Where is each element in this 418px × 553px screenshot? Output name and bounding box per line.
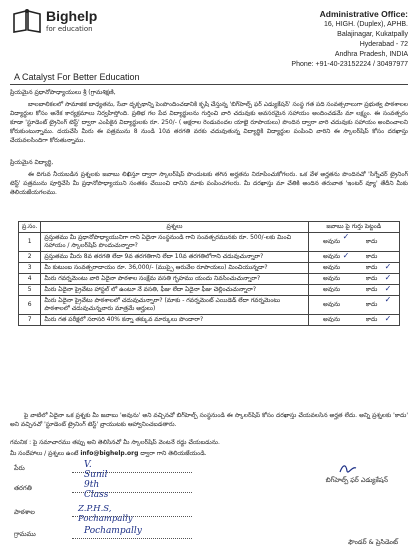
- question-number: 6: [19, 296, 41, 315]
- column-header-number: ప్ర.సం.: [19, 222, 41, 233]
- question-number: 3: [19, 263, 41, 274]
- table-header-row: [19, 222, 400, 233]
- option-yes[interactable]: అవును: [323, 238, 341, 245]
- question-text: ప్రస్తుతము మీ ప్రధానోపాధ్యాయునిగా గాని ఏదైనా సంస్థనుండి గాని సంవత్సరమునకు రూ. 500/-లకు మించి సహాయం / స్కాలర్‌షిప్ పొందుచున్నారా?: [41, 233, 308, 252]
- header-divider: [10, 84, 408, 85]
- check-mark-icon: ✓: [384, 295, 392, 304]
- student-name-row: [14, 460, 108, 480]
- table-row: [19, 274, 400, 285]
- address-line: Andhra Pradesh, INDIA: [334, 51, 408, 58]
- table-row: [19, 315, 400, 326]
- address-line: Hyderabad - 72: [359, 41, 408, 48]
- check-mark-icon: ✓: [384, 262, 392, 271]
- address-line: Balajinagar, Kukatpally: [337, 31, 408, 38]
- eligibility-rows: [19, 233, 400, 326]
- letterhead: [10, 6, 408, 82]
- option-yes[interactable]: అవును: [323, 286, 341, 293]
- option-yes[interactable]: అవును: [323, 253, 341, 260]
- question-text: ప్రస్తుతము మీరు 8వ తరగతి లేదా 9వ తరగతిగాని లేదా 10వ తరగతిలోగాని చదువుచున్నారా?: [41, 252, 308, 263]
- class-label: తరగతి: [14, 484, 32, 492]
- option-yes[interactable]: అవును: [323, 316, 341, 323]
- check-mark-icon: ✓: [342, 251, 350, 260]
- option-no[interactable]: కాదు: [365, 301, 378, 308]
- question-number: 4: [19, 274, 41, 285]
- option-yes[interactable]: అవును: [323, 301, 341, 308]
- column-header-answer: జవాబు పై గుర్తు పెట్టండి: [308, 222, 399, 233]
- check-mark-icon: ✓: [384, 314, 392, 323]
- village-row: [14, 526, 142, 540]
- school-label: పాఠశాల: [14, 508, 35, 516]
- salutation-headmaster: ప్రియమైన ప్రధానోపాధ్యాయులు శ్రీ (గ్రామశిక్షణి,: [10, 89, 116, 96]
- school-value: Z.P.H.S, Pochampally: [78, 504, 133, 524]
- class-value: 9th Class: [84, 480, 109, 500]
- answer-cell[interactable]: [308, 233, 399, 252]
- option-no[interactable]: కాదు: [365, 275, 378, 282]
- question-text: మీరు ఏదైనా ప్రైవేటు పాఠశాలలో చదువుచున్నారా? (మాకు - గవర్నమెంట్ ఎయిడెడ్ లేదా గవర్నమెంటు పాఠశాలలో చదువుచున్నవారు మాత్రమే అర్హులు): [41, 296, 308, 315]
- question-number: 5: [19, 285, 41, 296]
- answer-cell[interactable]: [308, 285, 399, 296]
- option-no[interactable]: కాదు: [365, 253, 378, 260]
- option-yes[interactable]: అవును: [323, 275, 341, 282]
- table-row: [19, 263, 400, 274]
- brand-name: Bighelp: [46, 8, 98, 24]
- answer-cell[interactable]: [308, 274, 399, 285]
- question-text: మీరు గవర్నమెంటు వారి ఏదైనా పాఠశాల సంక్షేమ వసతి గృహము యందు నివసించుచున్నారా?: [41, 274, 308, 285]
- check-mark-icon: ✓: [384, 273, 392, 282]
- question-text: మీరు గత పరీక్షలో సరాసరి 40% కన్నా తక్కువ మార్కులు పొందారా?: [41, 315, 308, 326]
- contact-prefix: మీ సందేహాలు / ప్రశ్నలు ఉంటే: [10, 450, 79, 457]
- brand-subtitle: for education: [46, 25, 93, 33]
- office-address: [291, 8, 408, 70]
- question-number: 2: [19, 252, 41, 263]
- founder-title: ఫౌండర్ & ప్రెసిడెంట్: [348, 538, 398, 546]
- question-number: 1: [19, 233, 41, 252]
- phone-line: Phone: +91-40-23152224 / 30497977: [291, 61, 408, 68]
- question-text: మీ కుటుంబ సంవత్సరాదాయం రూ. 36,000/- (ముప్పై ఆరువేల రూపాయలు) మించియున్నదా?: [41, 263, 308, 274]
- table-row: [19, 296, 400, 315]
- question-number: 7: [19, 315, 41, 326]
- school-row: [14, 504, 133, 524]
- instructions-paragraph: ఈ దిగువ నీయబడిన ప్రశ్నలకు జవాబు లిఖిస్తూ ద్వారా స్కాలర్‌షిప్ పొందుటకు తగిన అర్హతను నిరూపించుకోగలరు. ఒక వేళ అర్హతను పొందినచో 'సిగ్నేచర్ ట్రైనింగ్ టెస్ట్' పత్రమును పూర్తిచేసి మీ ప్రధానోపాధ్యాయుని సంతకం చేయించి దానిని మాకు పంపించగలరు. మీ దరఖాస్తు మా చేతికి అందిన తరువాత 'ఇంటర్ వ్యూ' తేదీని మీకు తెలియజేయగలము.: [10, 171, 408, 196]
- column-header-question: ప్రశ్నలు: [41, 222, 308, 233]
- contact-line: [10, 449, 408, 458]
- address-line: 16, HIGH. (Duplex), APHB.: [323, 21, 408, 28]
- founder-signature-mark: [338, 462, 358, 476]
- class-row: [14, 480, 109, 500]
- village-label: గ్రామము: [14, 530, 36, 538]
- village-value: Pochampally: [84, 526, 142, 536]
- answer-cell[interactable]: [308, 252, 399, 263]
- answer-cell[interactable]: [308, 296, 399, 315]
- option-no[interactable]: కాదు: [365, 286, 378, 293]
- option-no[interactable]: కాదు: [365, 316, 378, 323]
- name-value: V. Sunil: [84, 460, 108, 480]
- contact-email-link[interactable]: info@bighelp.org: [80, 450, 139, 457]
- option-yes[interactable]: అవును: [323, 264, 341, 271]
- warning-note: గమనిక : పై సమాచారము తప్పు అని తెలిసినచో మీ స్కాలర్‌షిప్ వెంటనే రద్దు చేయబడును.: [10, 439, 220, 446]
- book-logo-icon: [12, 8, 42, 34]
- eligibility-table: [18, 221, 400, 326]
- tagline: A Catalyst For Better Education: [14, 72, 140, 82]
- salutation-student: ప్రియమైన విద్యార్థి,: [10, 159, 54, 166]
- option-no[interactable]: కాదు: [365, 264, 378, 271]
- check-mark-icon: ✓: [342, 232, 350, 241]
- name-label: పేరు: [14, 464, 25, 472]
- intro-paragraph: బాలబాలికలలో సామాజిక బాధ్యతను, సేవా దృక్పథాన్ని పెంపొందించడానికి కృషి చేస్తున్న 'బిగ్‌హెల్ప్ ఫర్ ఎడ్యుకేషన్' సంస్థ గత పది సంవత్సరాలుగా ప్రభుత్వ పాఠశాలల విద్యార్థుల కోసం అనేక కార్యక్రమాలు నిర్వహిస్తోంది. ప్రతిభ గల పేద విద్యార్థులను గుర్తించి వారి చదువుకు అవసరమైన సహాయం అందించడమే మా లక్ష్యం. ఈ సంవత్సరం కూడా 'స్టూడెంట్ ట్రైనింగ్ టెస్ట్' ద్వారా ఎంపికైన విద్యార్థులకు రూ. 250/- ( అక్షరాల రెండువందల యాభై రూపాయలు) పొందిన ద్వారా వారి చదువుకు సహాయం అందించాలని కోరుకుంటున్నాము. దయచేసి మీరు ఈ పత్రమును 8 నుండి 10వ తరగతి వరకు చదువుతున్న విద్యార్థికి విద్యార్థుల పంపించి వారిని ఈ స్కాలర్‌షిప్ కోసం దరఖాస్తు చేయవలసిందిగా కోరుతున్నాము.: [10, 101, 408, 144]
- organization-signature: బిగ్‌హెల్ప్ ఫర్ ఎడ్యుకేషన్: [325, 476, 388, 484]
- answer-cell[interactable]: [308, 315, 399, 326]
- office-title: Administrative Office:: [319, 9, 408, 19]
- check-mark-icon: ✓: [384, 284, 392, 293]
- option-no[interactable]: కాదు: [365, 238, 378, 245]
- question-text: మీరు ఏదైనా ప్రైవేటు హాస్టల్ లో ఉంటూ నే వసతి, ఫీజు లేదా ఏదైనా ఫీజు చెల్లించుచున్నారా?: [41, 285, 308, 296]
- eligibility-note: పై వాటిలో ఏదైనా ఒక ప్రశ్నకు మీ జవాబు 'అవును' అని వచ్చినచో బిగ్‌హెల్ప్ సంస్థనుండి ఈ స్కాలర్‌షిప్ కోసం దరఖాస్తు చేయవలసిన అర్హత లేదు. అన్ని ప్రశ్నలకు 'కాదు' అని వచ్చినచో 'స్టూడెంట్ ట్రైనింగ్ టెస్ట్' వ్రాయుటకు ఆహ్వానించబడతారు.: [10, 412, 408, 428]
- contact-suffix: ద్వారా గాని తెలియజేయండి.: [140, 450, 207, 457]
- answer-cell[interactable]: [308, 263, 399, 274]
- table-row: [19, 252, 400, 263]
- table-row: [19, 285, 400, 296]
- table-row: [19, 233, 400, 252]
